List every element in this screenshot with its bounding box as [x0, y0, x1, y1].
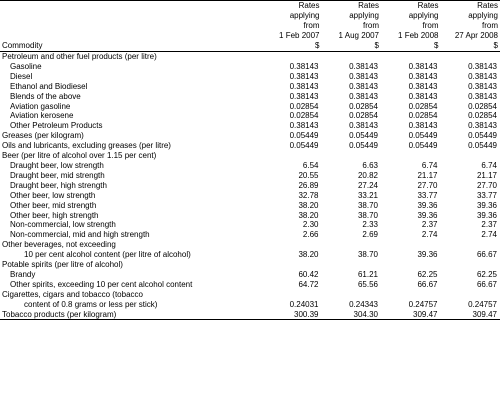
table-row	[0, 191, 500, 201]
commodity-label: Beer (per litre of alcohol over 1.15 per cent)	[2, 151, 157, 161]
rate-value: 0.05449	[349, 141, 378, 151]
rate-value: 2.66	[302, 230, 319, 240]
column-header: Rates	[262, 1, 322, 12]
rate-value: 0.38143	[349, 81, 378, 91]
table-row	[0, 250, 500, 260]
column-header: from	[482, 21, 498, 30]
rate-value: 0.05449	[408, 141, 438, 151]
rate-value	[322, 240, 382, 250]
rate-value: 0.38143	[408, 61, 438, 71]
rate-value: 0.38143	[289, 61, 319, 71]
rate-value: 20.55	[298, 170, 319, 180]
table-row	[0, 300, 500, 310]
rate-value: 0.38143	[408, 121, 438, 131]
rate-value	[262, 260, 322, 270]
commodity-label: Ethanol and Biodiesel	[10, 81, 88, 91]
rate-value: 0.38143	[468, 81, 497, 91]
column-header: Rates	[381, 1, 441, 12]
commodity-label: Other beer, high strength	[10, 210, 99, 220]
rate-value	[441, 290, 500, 300]
commodity-label: Non-commercial, mid and high strength	[10, 230, 150, 240]
table-row	[0, 280, 500, 290]
rate-value: 38.20	[298, 200, 319, 210]
rate-value: 0.05449	[349, 131, 378, 141]
table-row	[0, 240, 500, 250]
rate-value: 0.24031	[289, 299, 319, 309]
rate-value	[322, 290, 382, 300]
rate-value: 39.36	[476, 210, 497, 220]
rate-value: 66.67	[476, 250, 497, 260]
commodity-label: Non-commercial, low strength	[10, 220, 116, 230]
commodity-label: Potable spirits (per litre of alcohol)	[2, 260, 123, 270]
rate-value	[381, 240, 441, 250]
commodity-label: Brandy	[10, 269, 36, 279]
commodity-label: content of 0.8 grams or less per stick)	[24, 299, 158, 309]
unit-label: $	[441, 41, 500, 52]
rate-value: 0.02854	[408, 101, 438, 111]
rate-value: 65.56	[357, 279, 378, 289]
rate-value: 66.67	[476, 279, 497, 289]
table-row	[0, 72, 500, 82]
rate-value: 0.02854	[349, 101, 378, 111]
rate-value: 0.02854	[289, 101, 319, 111]
rate-value: 66.67	[417, 279, 438, 289]
rate-value: 38.20	[298, 210, 319, 220]
rate-value: 0.38143	[349, 91, 378, 101]
table-row	[0, 310, 500, 320]
rate-value	[441, 240, 500, 250]
table-row	[0, 92, 500, 102]
table-body	[0, 52, 500, 320]
table-row	[0, 260, 500, 270]
rate-value: 0.02854	[468, 111, 497, 121]
rate-value: 309.47	[381, 310, 441, 320]
rate-value: 0.05449	[289, 131, 319, 141]
rate-value	[381, 151, 441, 161]
rate-value: 304.30	[322, 310, 382, 320]
table-row	[0, 220, 500, 230]
commodity-label: Aviation kerosene	[10, 111, 74, 121]
rate-value: 0.02854	[289, 111, 319, 121]
commodity-label: Other Petroleum Products	[10, 121, 103, 131]
rate-value: 0.38143	[289, 121, 319, 131]
rate-value	[262, 151, 322, 161]
rate-value: 0.38143	[468, 61, 497, 71]
rate-value: 0.24757	[468, 299, 497, 309]
rate-value: 6.63	[362, 160, 378, 170]
table-row	[0, 181, 500, 191]
rate-value	[441, 260, 500, 270]
rate-value: 38.70	[357, 250, 378, 260]
column-header: applying	[349, 11, 379, 20]
rate-value: 0.38143	[468, 71, 497, 81]
rate-value: 2.33	[362, 220, 378, 230]
rate-value: 27.24	[357, 180, 378, 190]
table-row	[0, 270, 500, 280]
rate-value	[381, 290, 441, 300]
rate-value: 0.38143	[408, 81, 438, 91]
rate-value	[441, 151, 500, 161]
rate-value: 27.70	[417, 180, 438, 190]
rate-value: 300.39	[262, 310, 322, 320]
rate-value: 0.24757	[408, 299, 438, 309]
rate-value: 2.37	[421, 220, 438, 230]
rate-value: 0.38143	[349, 121, 378, 131]
rate-value: 33.77	[476, 190, 497, 200]
column-header: from	[363, 21, 379, 30]
commodity-label: Draught beer, high strength	[10, 180, 107, 190]
rate-value: 60.42	[298, 269, 319, 279]
rate-value: 0.38143	[289, 91, 319, 101]
table-row	[0, 82, 500, 92]
commodity-label: Other beer, mid strength	[10, 200, 97, 210]
rate-value: 0.05449	[468, 131, 497, 141]
table-row	[0, 171, 500, 181]
table-row	[0, 131, 500, 141]
rate-value: 0.38143	[408, 71, 438, 81]
table-row	[0, 290, 500, 300]
rate-value: 38.70	[357, 200, 378, 210]
rate-value: 2.69	[362, 230, 378, 240]
commodity-label: 10 per cent alcohol content (per litre of alcohol)	[24, 250, 191, 260]
rate-value: 21.17	[476, 170, 497, 180]
rate-value: 33.21	[357, 190, 378, 200]
rate-value: 2.74	[421, 230, 438, 240]
rate-value: 6.74	[421, 160, 438, 170]
commodity-label: Aviation gasoline	[10, 101, 71, 111]
table-row	[0, 121, 500, 131]
rate-value: 0.02854	[408, 111, 438, 121]
rate-value: 64.72	[298, 279, 319, 289]
rate-value: 27.70	[476, 180, 497, 190]
column-header-date: 1 Feb 2008	[398, 31, 439, 40]
rate-value	[322, 52, 382, 62]
rate-value: 0.05449	[468, 141, 497, 151]
rate-value: 2.37	[481, 220, 497, 230]
rate-value: 2.30	[302, 220, 319, 230]
rate-value: 6.74	[481, 160, 497, 170]
table-row	[0, 111, 500, 121]
commodity-label: Draught beer, low strength	[10, 160, 104, 170]
rate-value: 39.36	[476, 200, 497, 210]
rate-value: 33.77	[417, 190, 438, 200]
unit-label: $	[381, 41, 441, 52]
table-row	[0, 201, 500, 211]
rate-value: 62.25	[417, 269, 438, 279]
rate-value: 26.89	[298, 180, 319, 190]
rate-value	[262, 52, 322, 62]
commodity-label: Cigarettes, cigars and tobacco (tobacco	[2, 289, 143, 299]
rate-value: 38.20	[298, 250, 319, 260]
commodity-label: Diesel	[10, 71, 33, 81]
rate-value: 0.38143	[289, 71, 319, 81]
table-row	[0, 230, 500, 240]
rate-value: 309.47	[441, 310, 500, 320]
column-header: from	[303, 21, 320, 30]
commodity-label: Greases (per kilogram)	[2, 131, 84, 141]
rate-value: 61.21	[357, 269, 378, 279]
rate-value: 0.24343	[349, 299, 378, 309]
table-row	[0, 211, 500, 221]
rate-value: 62.25	[476, 269, 497, 279]
rate-value: 0.38143	[349, 71, 378, 81]
rate-value: 39.36	[417, 250, 438, 260]
rate-value	[381, 260, 441, 270]
table-row	[0, 52, 500, 62]
commodity-label: Other beverages, not exceeding	[2, 240, 116, 250]
rate-value: 0.38143	[289, 81, 319, 91]
rate-value: 0.02854	[468, 101, 497, 111]
commodity-label: Other beer, low strength	[10, 190, 96, 200]
commodity-label: Petroleum and other fuel products (per litre)	[2, 52, 157, 61]
rate-value: 32.78	[298, 190, 319, 200]
column-header: applying	[289, 11, 320, 20]
rate-value: 39.36	[417, 210, 438, 220]
rate-value: 21.17	[417, 170, 438, 180]
rate-value: 0.05449	[289, 141, 319, 151]
column-header: applying	[408, 11, 439, 20]
column-header-date: 27 Apr 2008	[454, 31, 498, 40]
rate-value	[322, 151, 382, 161]
commodity-header: Commodity	[0, 41, 262, 52]
column-header-date: 1 Aug 2007	[338, 31, 379, 40]
commodity-label: Tobacco products (per kilogram)	[0, 310, 262, 320]
commodity-label: Oils and lubricants, excluding greases (per litre)	[2, 141, 171, 151]
column-header: from	[422, 21, 439, 30]
rate-value: 6.54	[302, 160, 319, 170]
rate-value	[322, 260, 382, 270]
rate-value: 0.38143	[349, 61, 378, 71]
rate-value: 2.74	[481, 230, 497, 240]
rate-value: 0.38143	[468, 91, 497, 101]
column-header: Rates	[322, 1, 382, 12]
rate-value: 0.05449	[408, 131, 438, 141]
rate-value	[441, 52, 500, 62]
commodity-label: Other spirits, exceeding 10 per cent alcohol content	[10, 279, 193, 289]
rate-value: 0.38143	[468, 121, 497, 131]
rate-value	[262, 240, 322, 250]
commodity-label: Blends of the above	[10, 91, 81, 101]
rate-value: 38.70	[357, 210, 378, 220]
rate-value: 0.02854	[349, 111, 378, 121]
table-row	[0, 102, 500, 112]
column-header-date: 1 Feb 2007	[279, 31, 320, 40]
commodity-label: Draught beer, mid strength	[10, 170, 105, 180]
commodity-label: Gasoline	[10, 61, 42, 71]
table-row	[0, 151, 500, 161]
rate-value: 20.82	[357, 170, 378, 180]
column-header: Rates	[441, 1, 500, 12]
column-header: applying	[468, 11, 498, 20]
table-row	[0, 161, 500, 171]
rate-value	[262, 290, 322, 300]
table-row	[0, 141, 500, 151]
rate-value	[381, 52, 441, 62]
table-header	[0, 1, 500, 52]
rate-value: 0.38143	[408, 91, 438, 101]
unit-label: $	[262, 41, 322, 52]
unit-label: $	[322, 41, 382, 52]
rate-value: 39.36	[417, 200, 438, 210]
table-row	[0, 62, 500, 72]
